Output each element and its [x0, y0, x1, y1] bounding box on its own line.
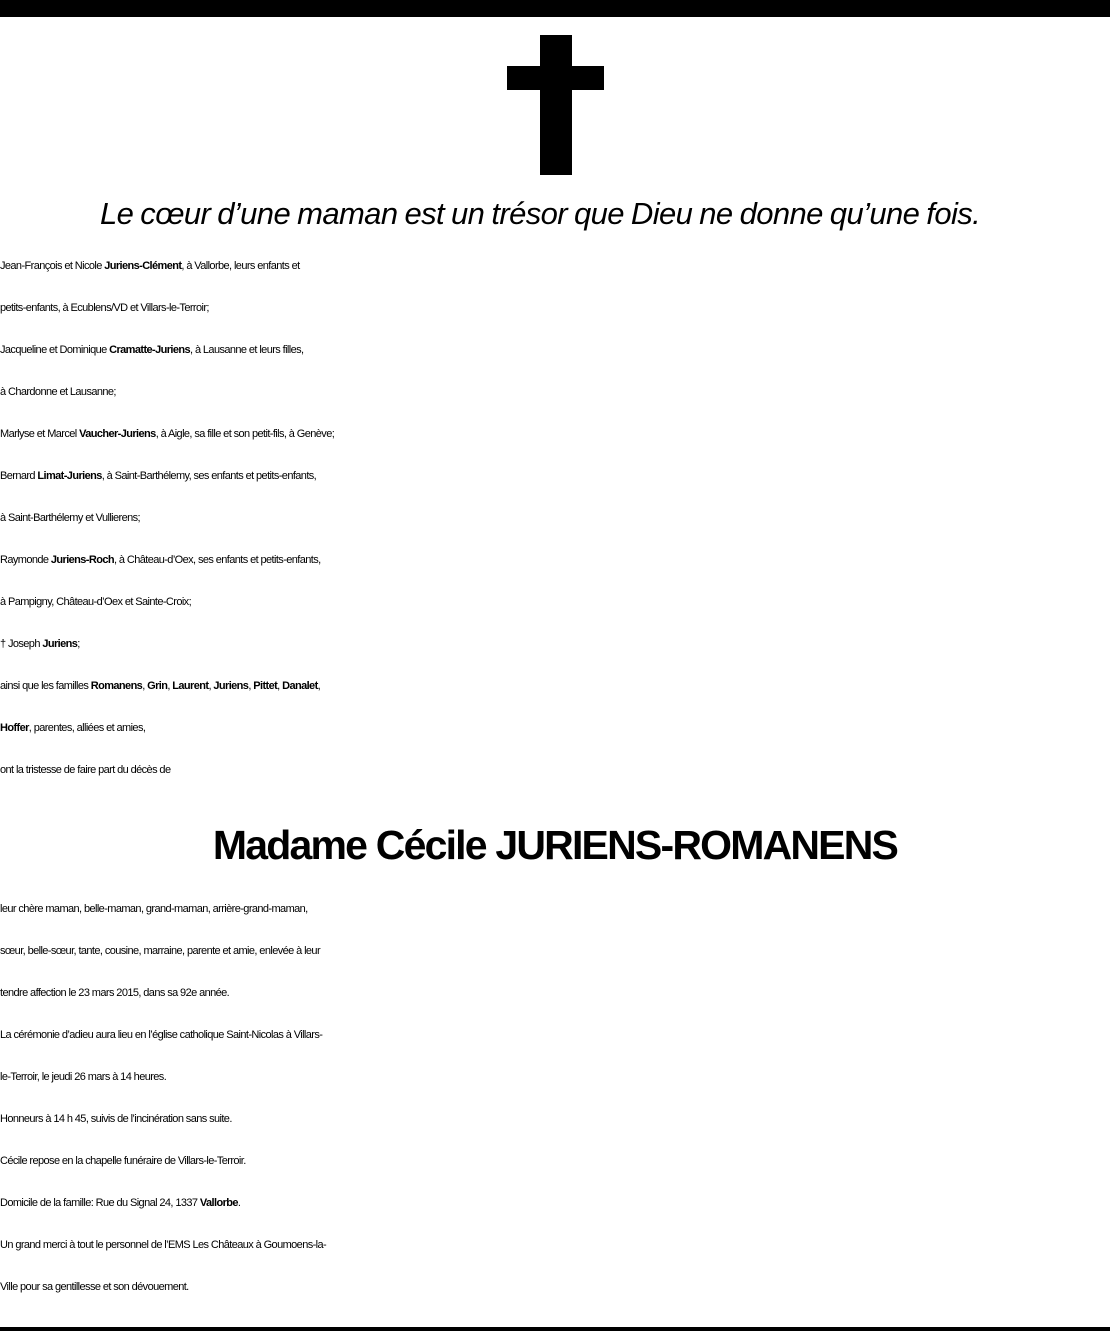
- cross-horizontal-bar: [507, 66, 604, 90]
- top-rule: [0, 0, 1110, 17]
- text: Marlyse et Marcel: [0, 428, 77, 440]
- text: , à Vallorbe, leurs enfants et: [181, 260, 300, 272]
- family-surname: Pittet: [253, 680, 278, 692]
- family-line: à Saint-Barthélemy et Vullierens;: [0, 512, 140, 524]
- family-surname: Juriens: [213, 680, 249, 692]
- family-line: [0, 245, 1110, 287]
- separator: ,: [317, 680, 321, 692]
- body-line: le-Terroir, le jeudi 26 mars à 14 heures.: [0, 1071, 167, 1083]
- cross-vertical-bar: [540, 35, 572, 175]
- family-line: [0, 413, 1110, 455]
- text: Bernard: [0, 470, 35, 482]
- family-line: [0, 623, 1110, 665]
- text: .: [237, 1197, 241, 1209]
- family-announcement: [0, 245, 1110, 791]
- family-line: ont la tristesse de faire part du décès de: [0, 764, 171, 776]
- family-line: [0, 665, 1110, 707]
- text: Domicile de la famille: Rue du Signal 24, 1337: [0, 1197, 198, 1209]
- body-line: sœur, belle-sœur, tante, cousine, marraine, parente et amie, enlevée à leur: [0, 945, 321, 957]
- text: † Joseph: [0, 638, 40, 650]
- family-line: [0, 707, 1110, 749]
- separator: ,: [142, 680, 145, 692]
- separator: ,: [208, 680, 211, 692]
- family-surname: Hoffer: [0, 722, 29, 734]
- family-surname: Romanens: [90, 680, 143, 692]
- family-line: à Pampigny, Château-d’Oex et Sainte-Croix;: [0, 596, 192, 608]
- epigraph-quote: Le cœur d’une maman est un trésor que Dieu ne donne qu’une fois.: [100, 196, 981, 231]
- body-line: La cérémonie d’adieu aura lieu en l’église catholique Saint-Nicolas à Villars-: [0, 1029, 323, 1041]
- family-surname: Laurent: [172, 680, 209, 692]
- body-line: leur chère maman, belle-maman, grand-maman, arrière-grand-maman,: [0, 903, 308, 915]
- family-surname: Juriens-Roch: [50, 554, 114, 566]
- family-line: petits-enfants, à Ecublens/VD et Villars-le-Terroir;: [0, 302, 209, 314]
- text: , à Saint-Barthélemy, ses enfants et petits-enfants,: [101, 470, 317, 482]
- obituary-body: [0, 888, 1110, 1308]
- text: , parentes, alliées et amies,: [28, 722, 146, 734]
- text: Jacqueline et Dominique: [0, 344, 107, 356]
- family-surname: Cramatte-Juriens: [109, 344, 191, 356]
- separator: ,: [167, 680, 170, 692]
- family-surname: Limat-Juriens: [37, 470, 102, 482]
- text: Raymonde: [0, 554, 49, 566]
- family-surname: Grin: [147, 680, 168, 692]
- body-line: [0, 1182, 1110, 1224]
- body-line: Cécile repose en la chapelle funéraire de Villars-le-Terroir.: [0, 1155, 246, 1167]
- text: , à Château-d’Oex, ses enfants et petits-enfants,: [113, 554, 321, 566]
- deceased-name: Madame Cécile JURIENS-ROMANENS: [212, 822, 898, 868]
- body-line: Un grand merci à tout le personnel de l’EMS Les Châteaux à Goumoens-la-: [0, 1239, 327, 1251]
- family-surname: Juriens-Clément: [104, 260, 182, 272]
- family-surname: Danalet: [282, 680, 318, 692]
- family-line: [0, 329, 1110, 371]
- body-line: Honneurs à 14 h 45, suivis de l’incinération sans suite.: [0, 1113, 232, 1125]
- separator: ,: [277, 680, 280, 692]
- family-line: [0, 455, 1110, 497]
- bottom-rule: [0, 1327, 1110, 1331]
- family-surname: Vaucher-Juriens: [79, 428, 156, 440]
- text: Jean-François et Nicole: [0, 260, 102, 272]
- family-line: à Chardonne et Lausanne;: [0, 386, 116, 398]
- text: ;: [77, 638, 80, 650]
- body-line: tendre affection le 23 mars 2015, dans sa 92e année.: [0, 987, 230, 999]
- text: , à Aigle, sa fille et son petit-fils, à Genève;: [155, 428, 335, 440]
- family-line: [0, 539, 1110, 581]
- text: , à Lausanne et leurs filles,: [190, 344, 304, 356]
- separator: ,: [248, 680, 251, 692]
- family-surname: Juriens: [42, 638, 78, 650]
- text: ainsi que les familles: [0, 680, 89, 692]
- town-name: Vallorbe: [199, 1197, 238, 1209]
- body-line: Ville pour sa gentillesse et son dévouement.: [0, 1281, 189, 1293]
